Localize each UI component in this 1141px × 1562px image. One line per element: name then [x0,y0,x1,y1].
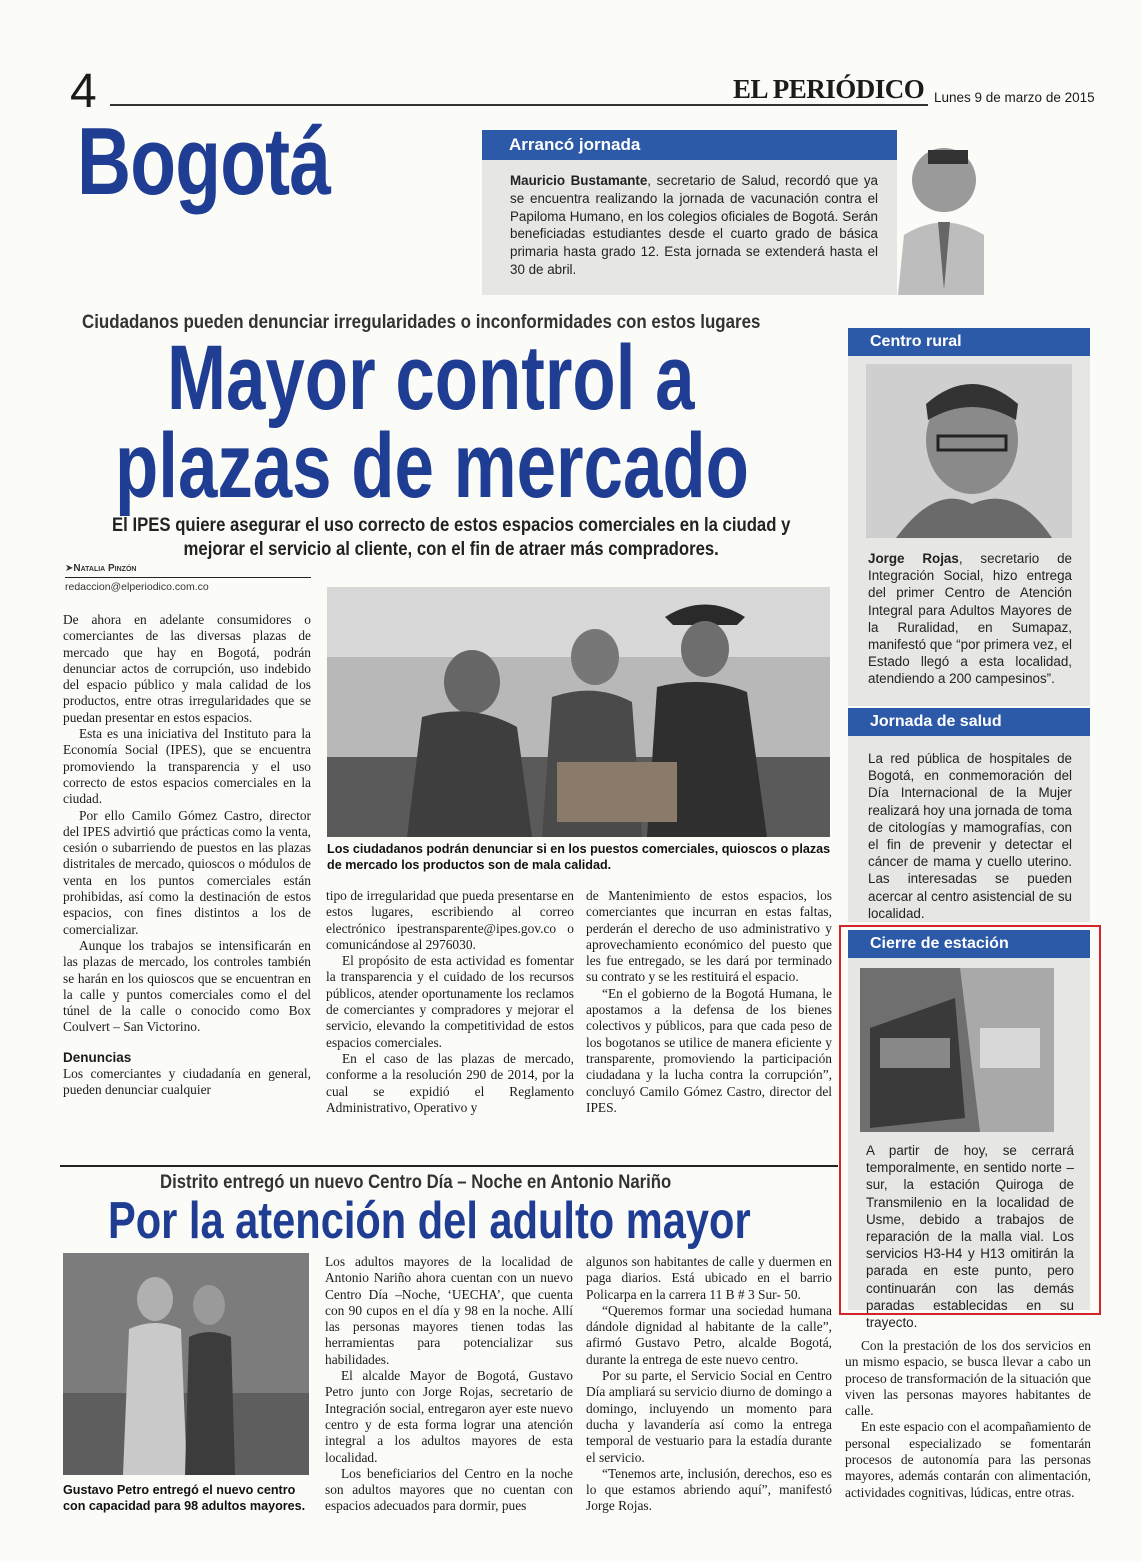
centro-rural-text [868,550,1072,688]
byline-rule [65,577,311,578]
second-column-3 [845,1338,1091,1501]
transmilenio-station-photo [860,968,1054,1132]
main-col2-para-2: El propósito de esta actividad es fomentar la transparencia y el cuidado de los recursos públicos, atender oportunamente los reclamos de comerciantes y compradores y mejorar el servicio, elevando la competitividad de estos espacios comerciales. [326,953,574,1050]
main-col1-para-1: De ahora en adelante consumidores o comerciantes de las diversas plazas de mercado que hay en Bogotá, podrán denunciar actos de corrupción, uso indebido del espacio público y mala calidad de los productos, entre otras irregularidades que se puedan presentar en estos espacios. [63,612,311,725]
market-photo-caption: Los ciudadanos podrán denunciar si en los puestos comerciales, quioscos o plazas de mercado los productos son de mala calidad. [327,842,831,872]
main-col1-end: Los comerciantes y ciudadanía en general, pueden denunciar cualquier [63,1066,311,1098]
petro-photo-caption: Gustavo Petro entregó el nuevo centro con capacidad para 98 adultos mayores. [63,1483,306,1513]
second-headline: Por la atención del adulto mayor [108,1192,751,1250]
main-subhead: Denuncias [63,1049,132,1065]
main-col2-para-3: En el caso de las plazas de mercado, conforme a la resolución 290 de 2014, por la cual se expidió el Reglamento Administrativo, Operativo y [326,1050,574,1115]
main-col1-para-3: Por ello Camilo Gómez Castro, director del IPES advirtió que prácticas como la venta, cesión o subarriendo de puestos en las plazas distritales de mercado, quioscos o módulos de venta en los puntos comerciales están prohibidas, así como la destinación de estos espacios, con fines distintos a los de comercializar. [63,807,311,937]
byline-email: redaccion@elperiodico.com.co [65,581,209,593]
market-photo [327,587,830,837]
main-col3-para-2: “En el gobierno de la Bogotá Humana, le apostamos a la defensa de los bienes colectivos y públicos, para que cada peso de los bogotanos se utilice de manera eficiente y transparente, promoviendo la participación ciudadana y la lucha contra la corrupción”, concluyó Camilo Gómez Castro, director del IPES. [586,985,832,1115]
second-col2-para-1: algunos son habitantes de calle y duermen en paga diarios. Está ubicado en el barrio Policarpa en la carrera 11 B # 3 Sur- 50. [586,1254,832,1302]
second-col1-para-1: Los adultos mayores de la localidad de Antonio Nariño ahora cuentan con un nuevo Centro Día –Noche, ‘UECHA’, que cuenta con 90 cupos en el día y 98 en la noche. Allí las personas mayores tienen todas las herramientas para potencializar sus habilidades. [325,1254,573,1367]
second-col2-para-2: “Queremos formar una sociedad humana dándole dignidad al habitante de la calle”, afirmó Gustavo Petro, alcalde Bogotá, durante la entrega de este nuevo centro. [586,1302,832,1367]
jornada-salud-title: Jornada de salud [870,713,1002,730]
main-column-1 [63,612,311,1099]
second-col2-para-3: Por su parte, el Servicio Social en Centro Día ampliará su servicio diurno de domingo a domingo, incluyendo un momento para ducha y lavandería así como la entrega temporal de vestuario para la estadía durante el servicio. [586,1368,832,1465]
portrait-bustamante-photo [898,130,984,295]
top-box-header [482,130,897,160]
second-col2-para-4: “Tenemos arte, inclusión, derechos, eso es lo que estamos abriendo aquí”, manifestó Jorge Rojas. [586,1465,832,1514]
byline [65,563,136,574]
second-column-1 [325,1254,573,1515]
main-deck: El IPES quiere asegurar el uso correcto de estos espacios comerciales en la ciudad y mejorar el servicio al cliente, con el fin de atraer más compradores. [112,515,791,560]
top-box-title: Arrancó jornada [509,135,641,154]
main-col2-para-1: tipo de irregularidad que pueda presentarse en estos lugares, escribiendo al correo electrónico ipestransparente@ipes.gov.co o comunicándose al 2976030. [326,888,574,952]
centro-rural-lead-name: Jorge Rojas [868,551,959,566]
petro-photo [63,1253,309,1475]
top-box-lead-name: Mauricio Bustamante [510,173,648,188]
centro-rural-body: , secretario de Integración Social, hizo entrega del primer Centro de Atención Integral para Adultos Mayores de la Ruralidad, en Sumapaz, manifestó que “por primera vez, el Estado llegó a esta localidad, atendiendo a 200 campesinos”. [868,551,1072,687]
sidebar-cierre-estacion-header [848,930,1090,958]
second-article-rule [60,1165,838,1167]
portrait-rojas-photo [866,364,1072,538]
second-col3-para-2: En este espacio con el acompañamiento de personal especializado se fomentarán procesos de autonomía para las personas mayores, además contarán con alimentación, actividades cognitivas, lúdicas, entre otras. [845,1419,1091,1500]
sidebar-jornada-salud-header [848,708,1090,736]
sidebar-centro-rural-header [848,328,1090,356]
main-col1-para-2: Esta es una iniciativa del Instituto para la Economía Social (IPES), que se encuentra promoviendo la transparencia y el uso correcto de estos espacios comerciales en la ciudad. [63,726,311,807]
main-column-3 [586,888,832,1116]
main-headline-line1: Mayor control a [167,327,695,429]
second-column-2 [586,1254,832,1515]
main-kicker: Ciudadanos pueden denunciar irregularidades o inconformidades con estos lugares [82,312,761,333]
centro-rural-title: Centro rural [870,333,962,350]
main-column-2 [326,888,574,1116]
masthead: EL PERIÓDICO [733,74,925,104]
top-box-body: , secretario de Salud, recordó que ya se encuentra realizando la jornada de vacunación contra el Papiloma Humano, en los colegios oficiales de Bogotá. Serán beneficiadas estudiantes desde el cuarto grado de básica primaria hasta grado 12. Esta jornada se extenderá hasta el 30 de abril. [510,173,878,277]
cierre-estacion-text: A partir de hoy, se cerrará temporalmente, en sentido norte – sur, la estación Quiroga de Transmilenio en la localidad de Usme, debido a trabajos de reparación de la malla vial. Los servicios H3-H4 y H13 omitirán la parada en este punto, pero continuarán con las demás paradas establecidas en su trayecto. [866,1143,1074,1331]
byline-name: Natalia Pinzón [73,563,137,574]
jornada-salud-text: La red pública de hospitales de Bogotá, en conmemoración del Día Internacional de la Mujer realizará hoy una jornada de toma de citologías y mamografías, con el fin de prevenir y detectar el cáncer de mama y cuello uterino. Las interesadas se pueden acercar al centro asistencial de su localidad. [868,751,1072,921]
main-col3-para-1: de Mantenimiento de estos espacios, los comerciantes que incurran en estas faltas, perderán el derecho de uso administrativo y aprovechamiento económico del puesto que les fue entregado, se les dará por terminado su contrato y se les restituirá el espacio. [586,888,832,985]
cierre-estacion-title: Cierre de estación [870,935,1009,952]
second-col1-para-2: El alcalde Mayor de Bogotá, Gustavo Petro junto con Jorge Rojas, secretario de Integración social, entregaron ayer este nuevo centro y de esta forma lograr una atención integral a los adultos mayores de esta localidad. [325,1368,573,1465]
page-number: 4 [70,65,97,118]
top-box-text [510,172,878,279]
main-headline-line2: plazas de mercado [115,415,749,517]
main-col1-para-4: Aunque los trabajos se intensificarán en las plazas de mercado, los controles también se harán en los quioscos que se encuentran en la calle y puntos comerciales como el del túnel de la calle o conocido como Box Coulvert – San Victorino. [63,937,311,1035]
byline-arrow-icon: ➤ [65,563,74,574]
issue-date: Lunes 9 de marzo de 2015 [934,90,1095,105]
second-col1-para-3: Los beneficiarios del Centro en la noche son adultos mayores que no cuentan con espacios adecuados para dormir, pues [325,1465,573,1514]
section-title: Bogotá [77,108,331,215]
second-col3-para-1: Con la prestación de los dos servicios en un mismo espacio, se busca llevar a cabo un proceso de transformación de la situación que viven las personas mayores habitantes de calle. [845,1338,1091,1419]
second-kicker: Distrito entregó un nuevo Centro Día – Noche en Antonio Nariño [160,1172,672,1193]
